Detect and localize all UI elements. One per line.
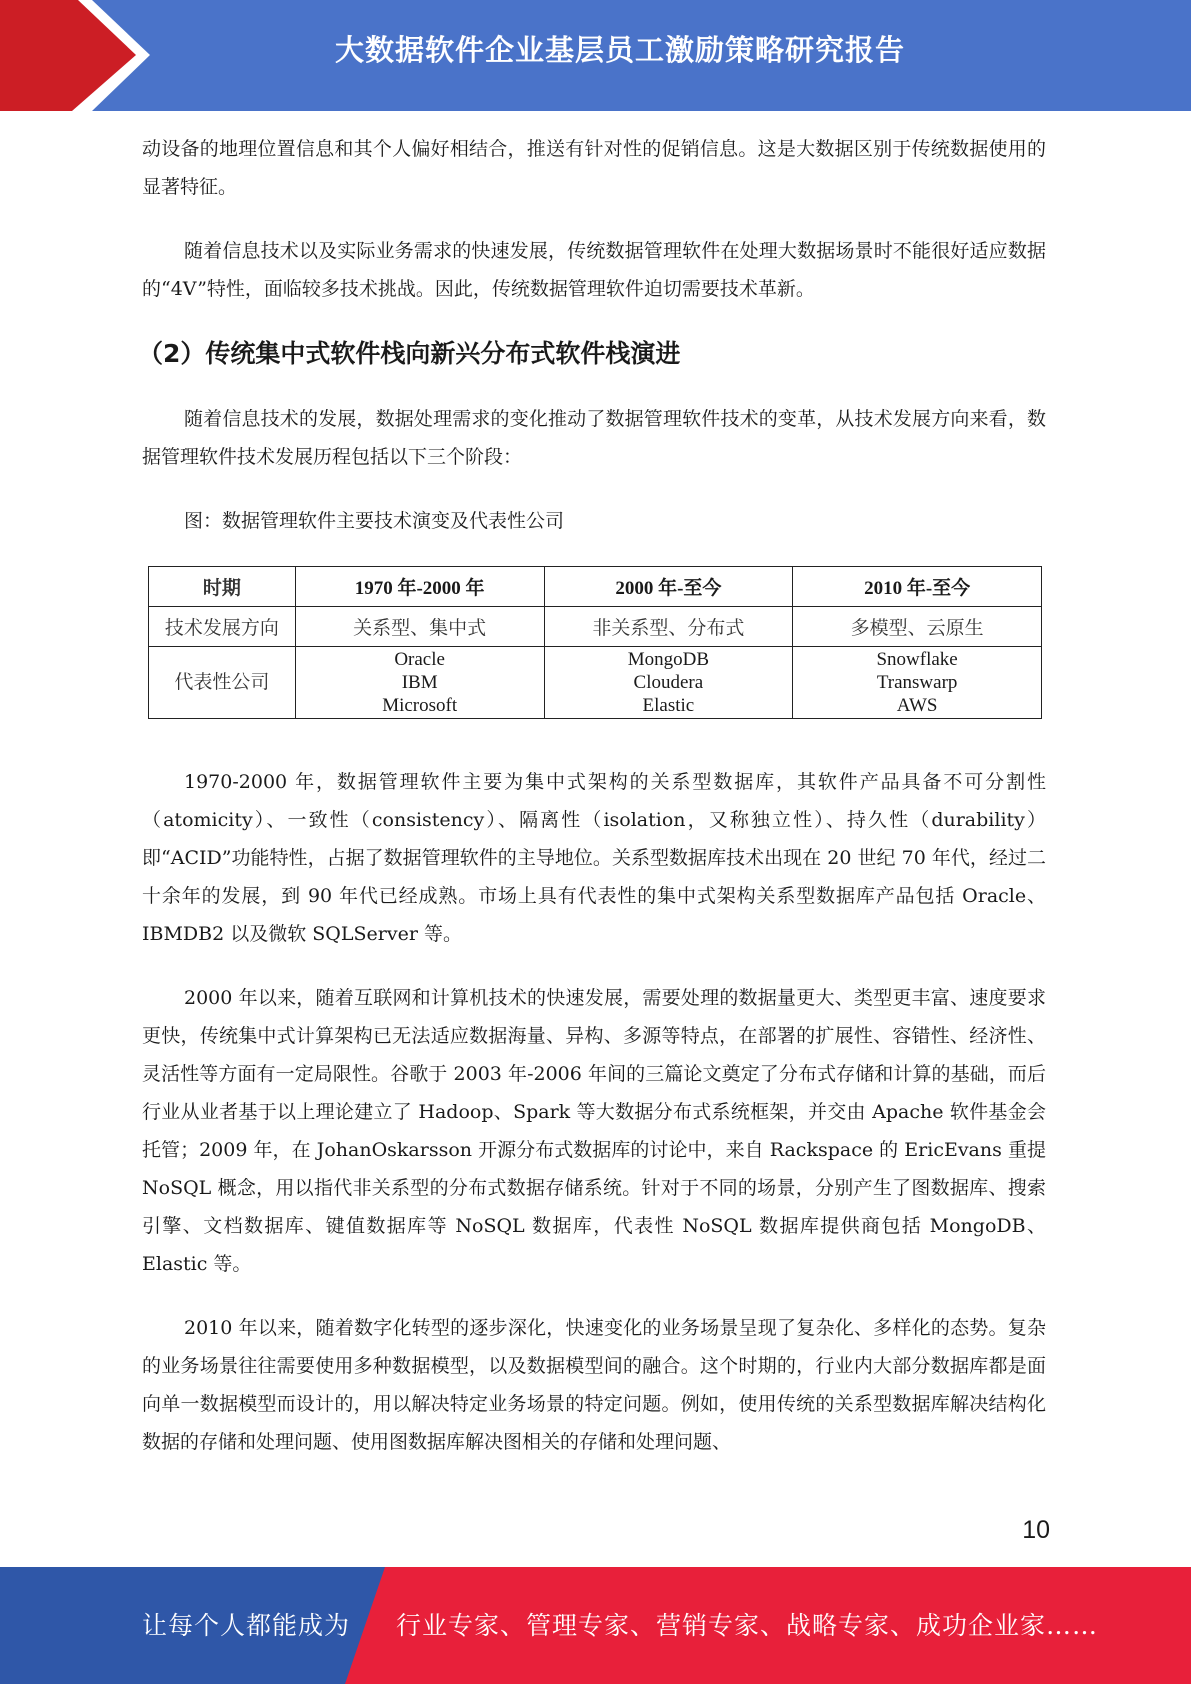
company-name: Cloudera [633,672,704,693]
table-cell [544,647,793,719]
table-header-cell: 2000 年-至今 [544,567,793,607]
row-label: 技术发展方向 [149,607,296,647]
paragraph-4v: 随着信息技术以及实际业务需求的快速发展，传统数据管理软件在处理大数据场景时不能很好适应数据的“4V”特性，面临较多技术挑战。因此，传统数据管理软件迫切需要技术革新。 [142,240,1046,300]
company-name: Microsoft [382,695,458,716]
paragraph-2000: 2000 年以来，随着互联网和计算机技术的快速发展，需要处理的数据量更大、类型更丰富、速度要求更快，传统集中式计算架构已无法适应数据海量、异构、多源等特点，在部署的扩展性、容错性、经济性、灵活性等方面有一定局限性。谷歌于 2003 年-2006 年间的三篇论文奠定了分布式存储和计算的基础，而后行业从业者基于以上理论建立了 Hadoop、Spark 等大数据分布式系统框架，并交由 Apache 软件基金会托管；2009 年，在 JohanOskarsson 开源分布式数据库的讨论中，来自 Rackspace 的 EricEvans 重提 NoSQL 概念，用以指代非关系型的分布式数据存储系统。针对于不同的场景，分别产生了图数据库、搜索引擎、文档数据库、键值数据库等 NoSQL 数据库，代表性 NoSQL 数据库提供商包括 MongoDB、Elastic 等。 [142,987,1046,1275]
company-name: Transwarp [876,672,958,693]
table-cell [295,647,544,719]
table-header-cell: 2010 年-至今 [793,567,1042,607]
company-name: MongoDB [627,649,710,670]
company-name: AWS [896,695,938,716]
table-cell: 关系型、集中式 [295,607,544,647]
table-header-row [149,567,1042,607]
table-row [149,647,1042,719]
paragraph-continued: 动设备的地理位置信息和其个人偏好相结合，推送有针对性的促销信息。这是大数据区别于传统数据使用的显著特征。 [142,138,1046,198]
table-cell: 多模型、云原生 [793,607,1042,647]
page-header [0,0,1191,111]
figure-caption: 图：数据管理软件主要技术演变及代表性公司 [184,510,565,532]
company-name: Oracle [394,649,445,670]
footer-slogan-right: 行业专家、管理专家、营销专家、战略专家、成功企业家…… [396,1611,1099,1640]
page-number: 10 [1022,1516,1050,1544]
tech-evolution-table [148,566,1042,719]
footer-slogan-left: 让每个人都能成为 [142,1611,351,1640]
table-header-cell: 1970 年-2000 年 [295,567,544,607]
section-heading: （2）传统集中式软件栈向新兴分布式软件栈演进 [138,339,681,368]
company-name: Snowflake [876,649,958,670]
paragraph-1970-2000: 1970-2000 年，数据管理软件主要为集中式架构的关系型数据库，其软件产品具备不可分割性（atomicity）、一致性（consistency）、隔离性（isolation，又称独立性）、持久性（durability）即“ACID”功能特性，占据了数据管理软件的主导地位。关系型数据库技术出现在 20 世纪 70 年代，经过二十余年的发展，到 90 年代已经成熟。市场上具有代表性的集中式架构关系型数据库产品包括 Oracle、IBMDB2 以及微软 SQLServer 等。 [142,771,1046,945]
row-label: 代表性公司 [149,647,296,719]
company-name: Elastic [642,695,695,716]
company-name: IBM [401,672,438,693]
header-red-chevron [0,0,150,111]
table-header-cell: 时期 [149,567,296,607]
table-row [149,607,1042,647]
page-content [138,130,1046,1461]
paragraph-stages-intro: 随着信息技术的发展，数据处理需求的变化推动了数据管理软件技术的变革，从技术发展方向来看，数据管理软件技术发展历程包括以下三个阶段： [142,408,1046,468]
page-footer [0,1567,1191,1684]
paragraph-2010: 2010 年以来，随着数字化转型的逐步深化，快速变化的业务场景呈现了复杂化、多样化的态势。复杂的业务场景往往需要使用多种数据模型，以及数据模型间的融合。这个时期的，行业内大部分数据库都是面向单一数据模型而设计的，用以解决特定业务场景的特定问题。例如，使用传统的关系型数据库解决结构化数据的存储和处理问题、使用图数据库解决图相关的存储和处理问题、 [142,1317,1046,1453]
report-title: 大数据软件企业基层员工激励策略研究报告 [334,33,905,67]
table-cell: 非关系型、分布式 [544,607,793,647]
table-cell [793,647,1042,719]
